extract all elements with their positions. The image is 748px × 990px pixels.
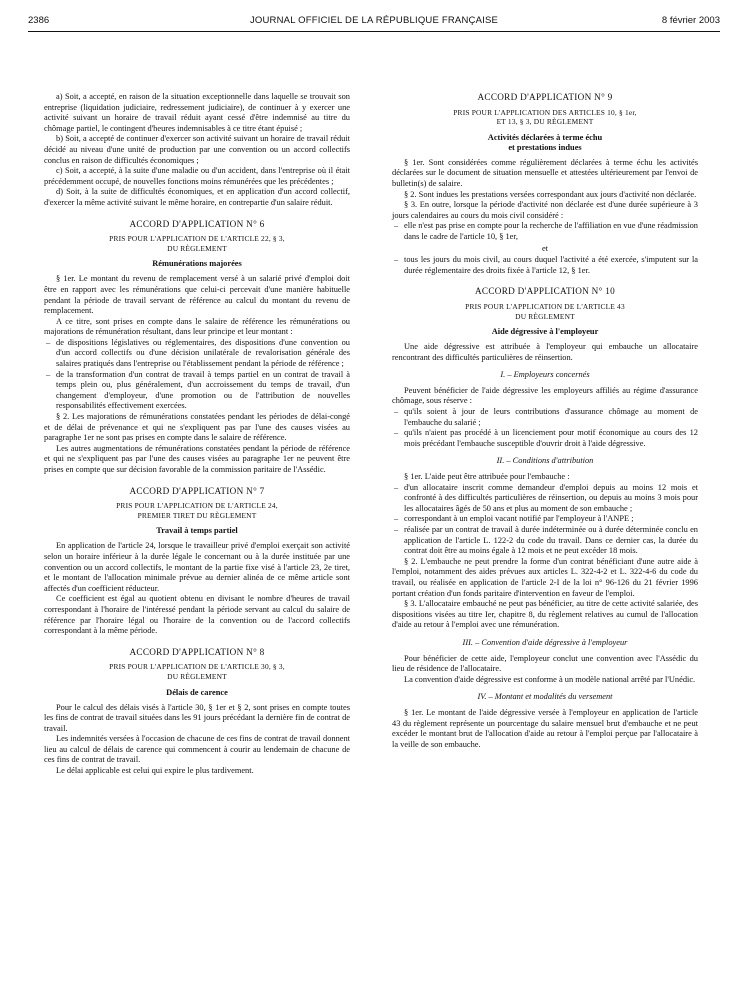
subsection-title: II. – Conditions d'attribution	[496, 456, 594, 466]
list-item: – réalisée par un contrat de travail à durée indéterminée ou à durée déterminée conclu en application de l'article L. 122-2 du code du travail. Dans ce dernier cas, la durée du contrat doit être au moins égale à 12 mois et ne peut excéder 18 mois.	[404, 525, 698, 557]
subtitle-line: DU RÈGLEMENT	[167, 671, 227, 681]
header-rule	[28, 31, 720, 32]
dash-list	[392, 255, 698, 276]
subtitle-line: PRIS POUR L'APPLICATION DE L'ARTICLE 22, § 3,	[109, 234, 285, 244]
dash-list	[44, 338, 350, 412]
right-column	[392, 92, 698, 750]
section-heading: Aide dégressive à l'employeur	[491, 327, 599, 337]
paragraph: A ce titre, sont prises en compte dans le salaire de référence les rémunérations ou majorations de rémunération résultant, dans leur principe et leur montant :	[44, 316, 350, 337]
subtitle-line: PRIS POUR L'APPLICATION DE L'ARTICLE 24,	[116, 501, 278, 511]
subsection-title: III. – Convention d'aide dégressive à l'employeur	[462, 637, 628, 647]
paragraph: § 2. L'embauche ne peut prendre la forme d'un contrat bénéficiant d'une autre aide à l'emploi, notamment des aides prévues aux articles L. 322-4-2 et L. 322-4-6 du code du travail, ou réalisée en application de l'article 2-I de la loi n° 96-126 du 21 février 1996 portant création d'un fonds paritaire d'intervention en faveur de l'emploi.	[392, 556, 698, 598]
subtitle-line: DU RÈGLEMENT	[167, 243, 227, 253]
paragraph: Les autres augmentations de rémunérations constatées pendant la période de référence et qui ne s'expliquent pas par l'une des causes visées au paragraphe 1er ne peuvent être prises en compte que sur décision favorable de la commission paritaire de l'Assédic.	[44, 443, 350, 474]
paragraph: § 1er. L'aide peut être attribuée pour l'embauche :	[404, 472, 570, 482]
publication-date: 8 février 2003	[661, 15, 720, 26]
paragraph: Une aide dégressive est attribuée à l'employeur qui embauche un allocataire rencontrant des difficultés particulières de réinsertion.	[392, 342, 698, 362]
list-item: – elle n'est pas prise en compte pour la recherche de l'affiliation en vue d'une réadmission dans le cadre de l'article 10, § 1er,	[404, 221, 698, 242]
list-item: – correspondant à un emploi vacant notifié par l'employeur à l'ANPE ;	[404, 514, 698, 525]
section-heading	[392, 133, 698, 153]
page-header	[28, 12, 720, 28]
subtitle-line: PRIS POUR L'APPLICATION DES ARTICLES 10, § 1er,	[453, 107, 637, 117]
list-item: – qu'ils n'aient pas procédé à un licenciement pour motif économique au cours des 12 mois précédant l'embauche susceptible d'ouvrir droit à l'aide dégressive.	[404, 428, 698, 449]
paragraph: Le délai applicable est celui qui expire le plus tardivement.	[56, 766, 254, 776]
section-heading: Travail à temps partiel	[156, 526, 238, 536]
paragraph: En application de l'article 24, lorsque le travailleur privé d'emploi exerçait son activité selon un horaire inférieur à la durée légale le concernant ou à la durée instituée par une convention ou un accord collectifs, le montant de la partie fixe visé à l'article 23, 2e tiret, et le montant de l'allocation minimale prévue au dernier alinéa de ce même article sont affectés d'un coefficient réducteur.	[44, 541, 350, 593]
list-item: – de la transformation d'un contrat de travail à temps partiel en un contrat de travail à temps plein ou, plus généralement, d'un accroissement du temps de travail, d'un changement d'employeur, d'une promotion ou de l'attribution de nouvelles responsabilités effectivement exercées.	[56, 370, 350, 412]
paragraph: § 1er. Le montant du revenu de remplacement versé à un salarié privé d'emploi doit être en rapport avec les rémunérations que celui-ci percevait d'une manière habituelle pendant la période de travail servant de référence au calcul du montant du revenu de remplacement.	[44, 274, 350, 316]
paragraph: § 1er. Le montant de l'aide dégressive versée à l'employeur en application de l'article 43 du règlement représente un pourcentage du salaire mensuel brut d'embauche et ne peut excéder le montant brut de l'allocation d'aide au retour à l'emploi perçue par l'allocataire à la veille de son embauche.	[392, 707, 698, 749]
paragraph: § 2. Sont indues les prestations versées correspondant aux jours d'activité non déclarée.	[404, 189, 697, 199]
paragraph: Ce coefficient est égal au quotient obtenu en divisant le nombre d'heures de travail correspondant à l'horaire de l'intéressé pendant la période servant au calcul du salaire de référence par l'horaire légal ou l'horaire de la convention ou de l'accord collectifs correspondant à la même période.	[44, 594, 350, 636]
heading-line: et prestations indues	[508, 142, 582, 152]
subtitle-line: DU RÈGLEMENT	[515, 311, 575, 321]
paragraph: Peuvent bénéficier de l'aide dégressive les employeurs affiliés au régime d'assurance chômage, sous réserve :	[392, 385, 698, 406]
section-title: ACCORD D'APPLICATION N° 10	[475, 286, 615, 297]
dash-list	[392, 221, 698, 242]
list-item: – d'un allocataire inscrit comme demandeur d'emploi depuis au moins 12 mois et confronté à des difficultés particulières de réinsertion, ou depuis au moins 3 mois pour les allocataires âgés de 50 ans et plus au moment de son embauche ;	[404, 483, 698, 515]
list-item: – tous les jours du mois civil, au cours duquel l'activité a été exercée, s'imputent sur la durée réglementaire des droits fixée à l'article 12, § 1er.	[404, 255, 698, 276]
paragraph: d) Soit, à la suite de difficultés économiques, et en application d'un accord collectif, d'exercer la même activité suivant le même horaire, en contrepartie d'un salaire réduit.	[44, 187, 350, 207]
section-subtitle	[392, 108, 698, 127]
list-item: – qu'ils soient à jour de leurs contributions d'assurance chômage au moment de l'embauche du salarié ;	[404, 407, 698, 428]
subsection-title: IV. – Montant et modalités du versement	[477, 692, 613, 702]
paragraph: b) Soit, a accepté de continuer d'exercer son activité suivant un horaire de travail réduit décidé au niveau d'une unité de production par une convention ou un accord collectifs conclus en raison de difficultés économiques ;	[44, 134, 350, 165]
subtitle-line: ET 13, § 3, DU RÈGLEMENT	[496, 117, 594, 127]
section-subtitle	[44, 662, 350, 681]
subtitle-line: PRIS POUR L'APPLICATION DE L'ARTICLE 30, § 3,	[109, 662, 285, 672]
paragraph: § 3. En outre, lorsque la période d'activité non déclarée est d'une durée supérieure à 3 jours calendaires au cours du mois civil considéré :	[392, 200, 698, 220]
subtitle-line: PRIS POUR L'APPLICATION DE L'ARTICLE 43	[465, 301, 625, 311]
list-item: – de dispositions législatives ou réglementaires, des dispositions d'une convention ou d'un accord collectifs ou d'une décision unilatérale de revalorisation générale des salaires pratiqués dans l'entreprise ou l'établissement pendant la période de référence ;	[56, 338, 350, 370]
section-heading: Délais de carence	[166, 687, 228, 697]
section-title: ACCORD D'APPLICATION N° 9	[477, 92, 613, 102]
conjunction: et	[541, 243, 549, 253]
paragraph: La convention d'aide dégressive est conforme à un modèle national arrêté par l'Unédic.	[404, 674, 696, 684]
section-title: ACCORD D'APPLICATION N° 6	[129, 218, 265, 229]
left-column	[44, 92, 350, 777]
section-subtitle	[44, 501, 350, 520]
section-subtitle	[44, 234, 350, 253]
paragraph: § 3. L'allocataire embauché ne peut pas bénéficier, au titre de cette activité salariée, des dispositions visées au titre Ier, chapitre 8, du règlement relatives au cumul de l'allocation d'aide au retour à l'emploi avec une rémunération.	[392, 599, 698, 630]
heading-line: Activités déclarées à terme échu	[487, 132, 603, 142]
section-title: ACCORD D'APPLICATION N° 8	[129, 646, 265, 657]
subtitle-line: PREMIER TIRET DU RÈGLEMENT	[137, 510, 257, 520]
subsection-title: I. – Employeurs concernés	[500, 370, 590, 380]
paragraph: § 2. Les majorations de rémunérations constatées pendant les périodes de délai-congé et de délai de prévenance et qui ne s'expliquent pas par l'une des causes visées au paragraphe 1er ne sont pas prises en compte dans le salaire de référence.	[44, 412, 350, 443]
dash-list	[392, 483, 698, 557]
paragraph: Les indemnités versées à l'occasion de chacune de ces fins de contrat de travail donnent lieu au calcul de délais de carence qui commencent à courir au lendemain de chacune de ces fins de contrat de travail.	[44, 734, 350, 765]
section-title: ACCORD D'APPLICATION N° 7	[129, 485, 265, 496]
paragraph: § 1er. Sont considérées comme régulièrement déclarées à terme échu les activités déclarées sur le document de situation mensuelle et attestées ultérieurement par l'envoi de bulletin(s) de salaire.	[392, 157, 698, 188]
page-number: 2386	[28, 15, 50, 26]
paragraph: Pour bénéficier de cette aide, l'employeur conclut une convention avec l'Assédic du lieu de résidence de l'allocataire.	[392, 653, 698, 674]
section-subtitle	[392, 302, 698, 321]
paragraph: c) Soit, a accepté, à la suite d'une maladie ou d'un accident, dans l'entreprise où il était précédemment occupé, de nouvelles fonctions moins rémunérées que les précédentes ;	[44, 166, 350, 186]
dash-list	[392, 407, 698, 449]
section-heading: Rémunérations majorées	[152, 259, 242, 269]
paragraph: Pour le calcul des délais visés à l'article 30, § 1er et § 2, sont prises en compte toutes les fins de contrat de travail situées dans les 91 jours précédant la dernière fin de contrat de travail.	[44, 702, 350, 733]
paragraph: a) Soit, a accepté, en raison de la situation exceptionnelle dans laquelle se trouvait son entreprise (liquidation judiciaire, redressement judiciaire), de continuer à y exercer une activité suivant un horaire de travail réduit ayant cessé d'être indemnisé au titre du chômage partiel, le contingent d'heures indemnisables à ce titre étant épuisé ;	[44, 92, 350, 133]
journal-title: JOURNAL OFFICIEL DE LA RÉPUBLIQUE FRANÇAISE	[249, 15, 499, 26]
